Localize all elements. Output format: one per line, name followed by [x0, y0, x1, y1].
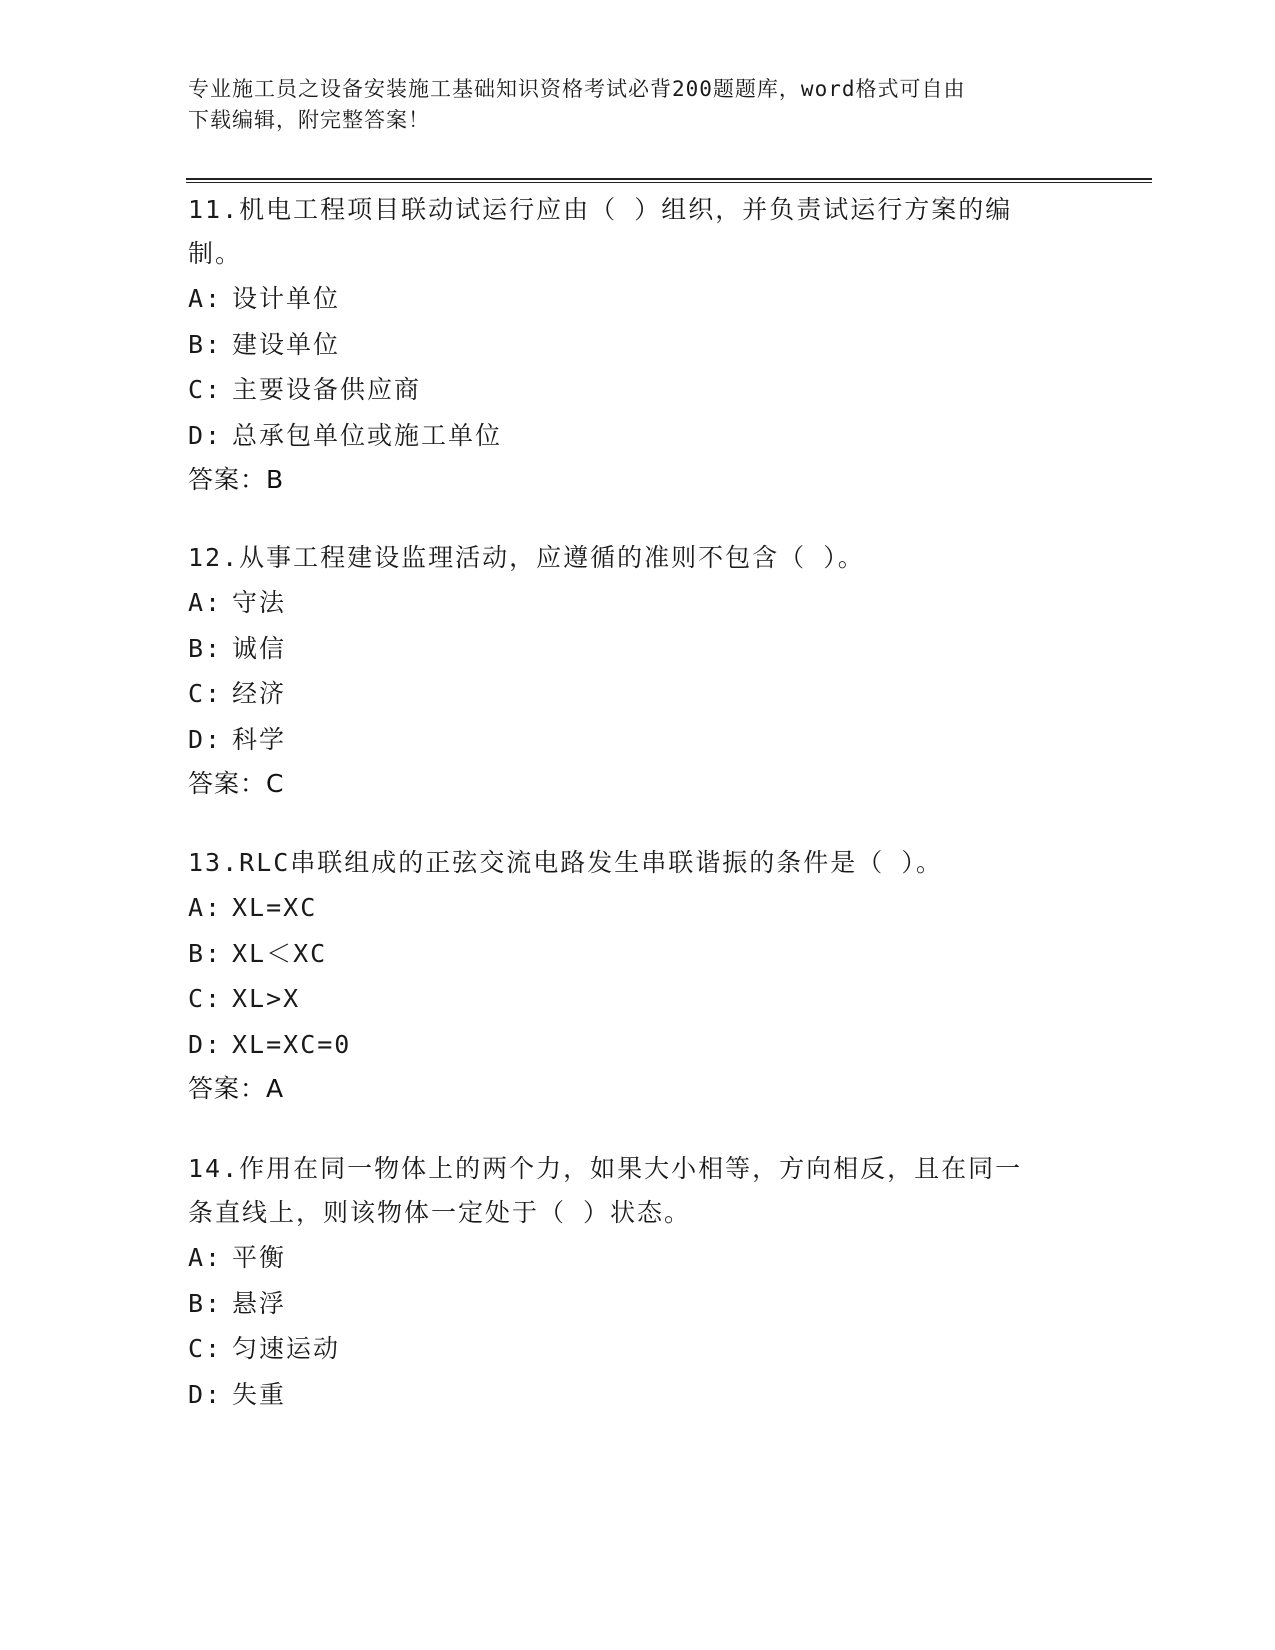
option-d: [188, 1022, 1088, 1068]
option-b: [188, 1281, 1088, 1327]
question-stem: [188, 1147, 1088, 1235]
question-stem-line: 12.从事工程建设监理活动，应遵循的准则不包含（ ）。: [188, 543, 865, 572]
option-text: 建设单位: [232, 329, 341, 359]
option-key: C:: [188, 679, 223, 708]
option-text: 设计单位: [232, 284, 341, 313]
header-line-2: 下载编辑，附完整答案！: [188, 108, 430, 132]
question-stem-line: 14.作用在同一物体上的两个力，如果大小相等，方向相反，且在同一: [188, 1154, 1023, 1183]
option-a: [188, 276, 1088, 322]
option-key: D:: [188, 1029, 223, 1059]
option-key: A:: [188, 284, 223, 313]
option-b: [188, 322, 1088, 368]
option-c: [188, 1326, 1088, 1372]
option-text: 经济: [232, 679, 287, 708]
option-c: [188, 976, 1088, 1022]
option-a: [188, 885, 1088, 931]
option-key: C:: [188, 1334, 223, 1363]
option-text: 主要设备供应商: [232, 375, 422, 404]
option-d: [188, 717, 1088, 763]
option-c: [188, 671, 1088, 717]
question-12: [188, 536, 1088, 806]
option-b: [188, 626, 1088, 672]
option-key: A:: [188, 588, 223, 617]
question-11: [188, 188, 1088, 502]
answer: 答案：B: [188, 465, 285, 494]
answer: 答案：C: [188, 769, 285, 798]
document-header: [188, 74, 1088, 136]
question-stem: [188, 188, 1088, 276]
option-text: XL＜XC: [232, 938, 328, 968]
option-text: 总承包单位或施工单位: [232, 420, 503, 450]
option-b: [188, 931, 1088, 977]
option-key: B:: [188, 938, 223, 968]
option-d: [188, 1372, 1088, 1418]
option-text: XL>X: [232, 984, 301, 1013]
option-key: B:: [188, 1288, 223, 1318]
option-text: 匀速运动: [232, 1334, 341, 1363]
option-key: A:: [188, 893, 223, 922]
question-14: [188, 1147, 1088, 1417]
question-stem-line: 制。: [188, 239, 243, 268]
question-stem-line: 条直线上，则该物体一定处于（ ）状态。: [188, 1198, 692, 1227]
option-text: 悬浮: [232, 1288, 287, 1318]
answer: 答案：A: [188, 1074, 285, 1103]
question-stem: [188, 841, 1088, 885]
option-key: C:: [188, 984, 223, 1013]
option-key: D:: [188, 724, 223, 754]
option-text: 平衡: [232, 1243, 287, 1272]
option-a: [188, 1235, 1088, 1281]
option-d: [188, 413, 1088, 459]
option-text: 诚信: [232, 633, 287, 663]
option-key: D:: [188, 420, 223, 450]
option-text: 失重: [232, 1379, 287, 1409]
header-divider-top: [186, 178, 1152, 180]
option-key: D:: [188, 1379, 223, 1409]
question-13: [188, 841, 1088, 1111]
option-text: 守法: [232, 588, 287, 617]
option-text: 科学: [232, 724, 287, 754]
option-key: B:: [188, 329, 223, 359]
header-line-1: 专业施工员之设备安装施工基础知识资格考试必背200题题库，word格式可自由: [188, 77, 966, 101]
option-key: B:: [188, 633, 223, 663]
option-text: XL=XC: [232, 893, 318, 922]
option-key: C:: [188, 375, 223, 404]
option-text: XL=XC=0: [232, 1029, 352, 1059]
option-c: [188, 367, 1088, 413]
option-a: [188, 580, 1088, 626]
question-stem-line: 13.RLC串联组成的正弦交流电路发生串联谐振的条件是（ ）。: [188, 848, 943, 877]
header-divider-bottom: [186, 182, 1152, 183]
question-stem-line: 11.机电工程项目联动试运行应由（ ）组织，并负责试运行方案的编: [188, 195, 1013, 224]
option-key: A:: [188, 1243, 223, 1272]
question-stem: [188, 536, 1088, 580]
